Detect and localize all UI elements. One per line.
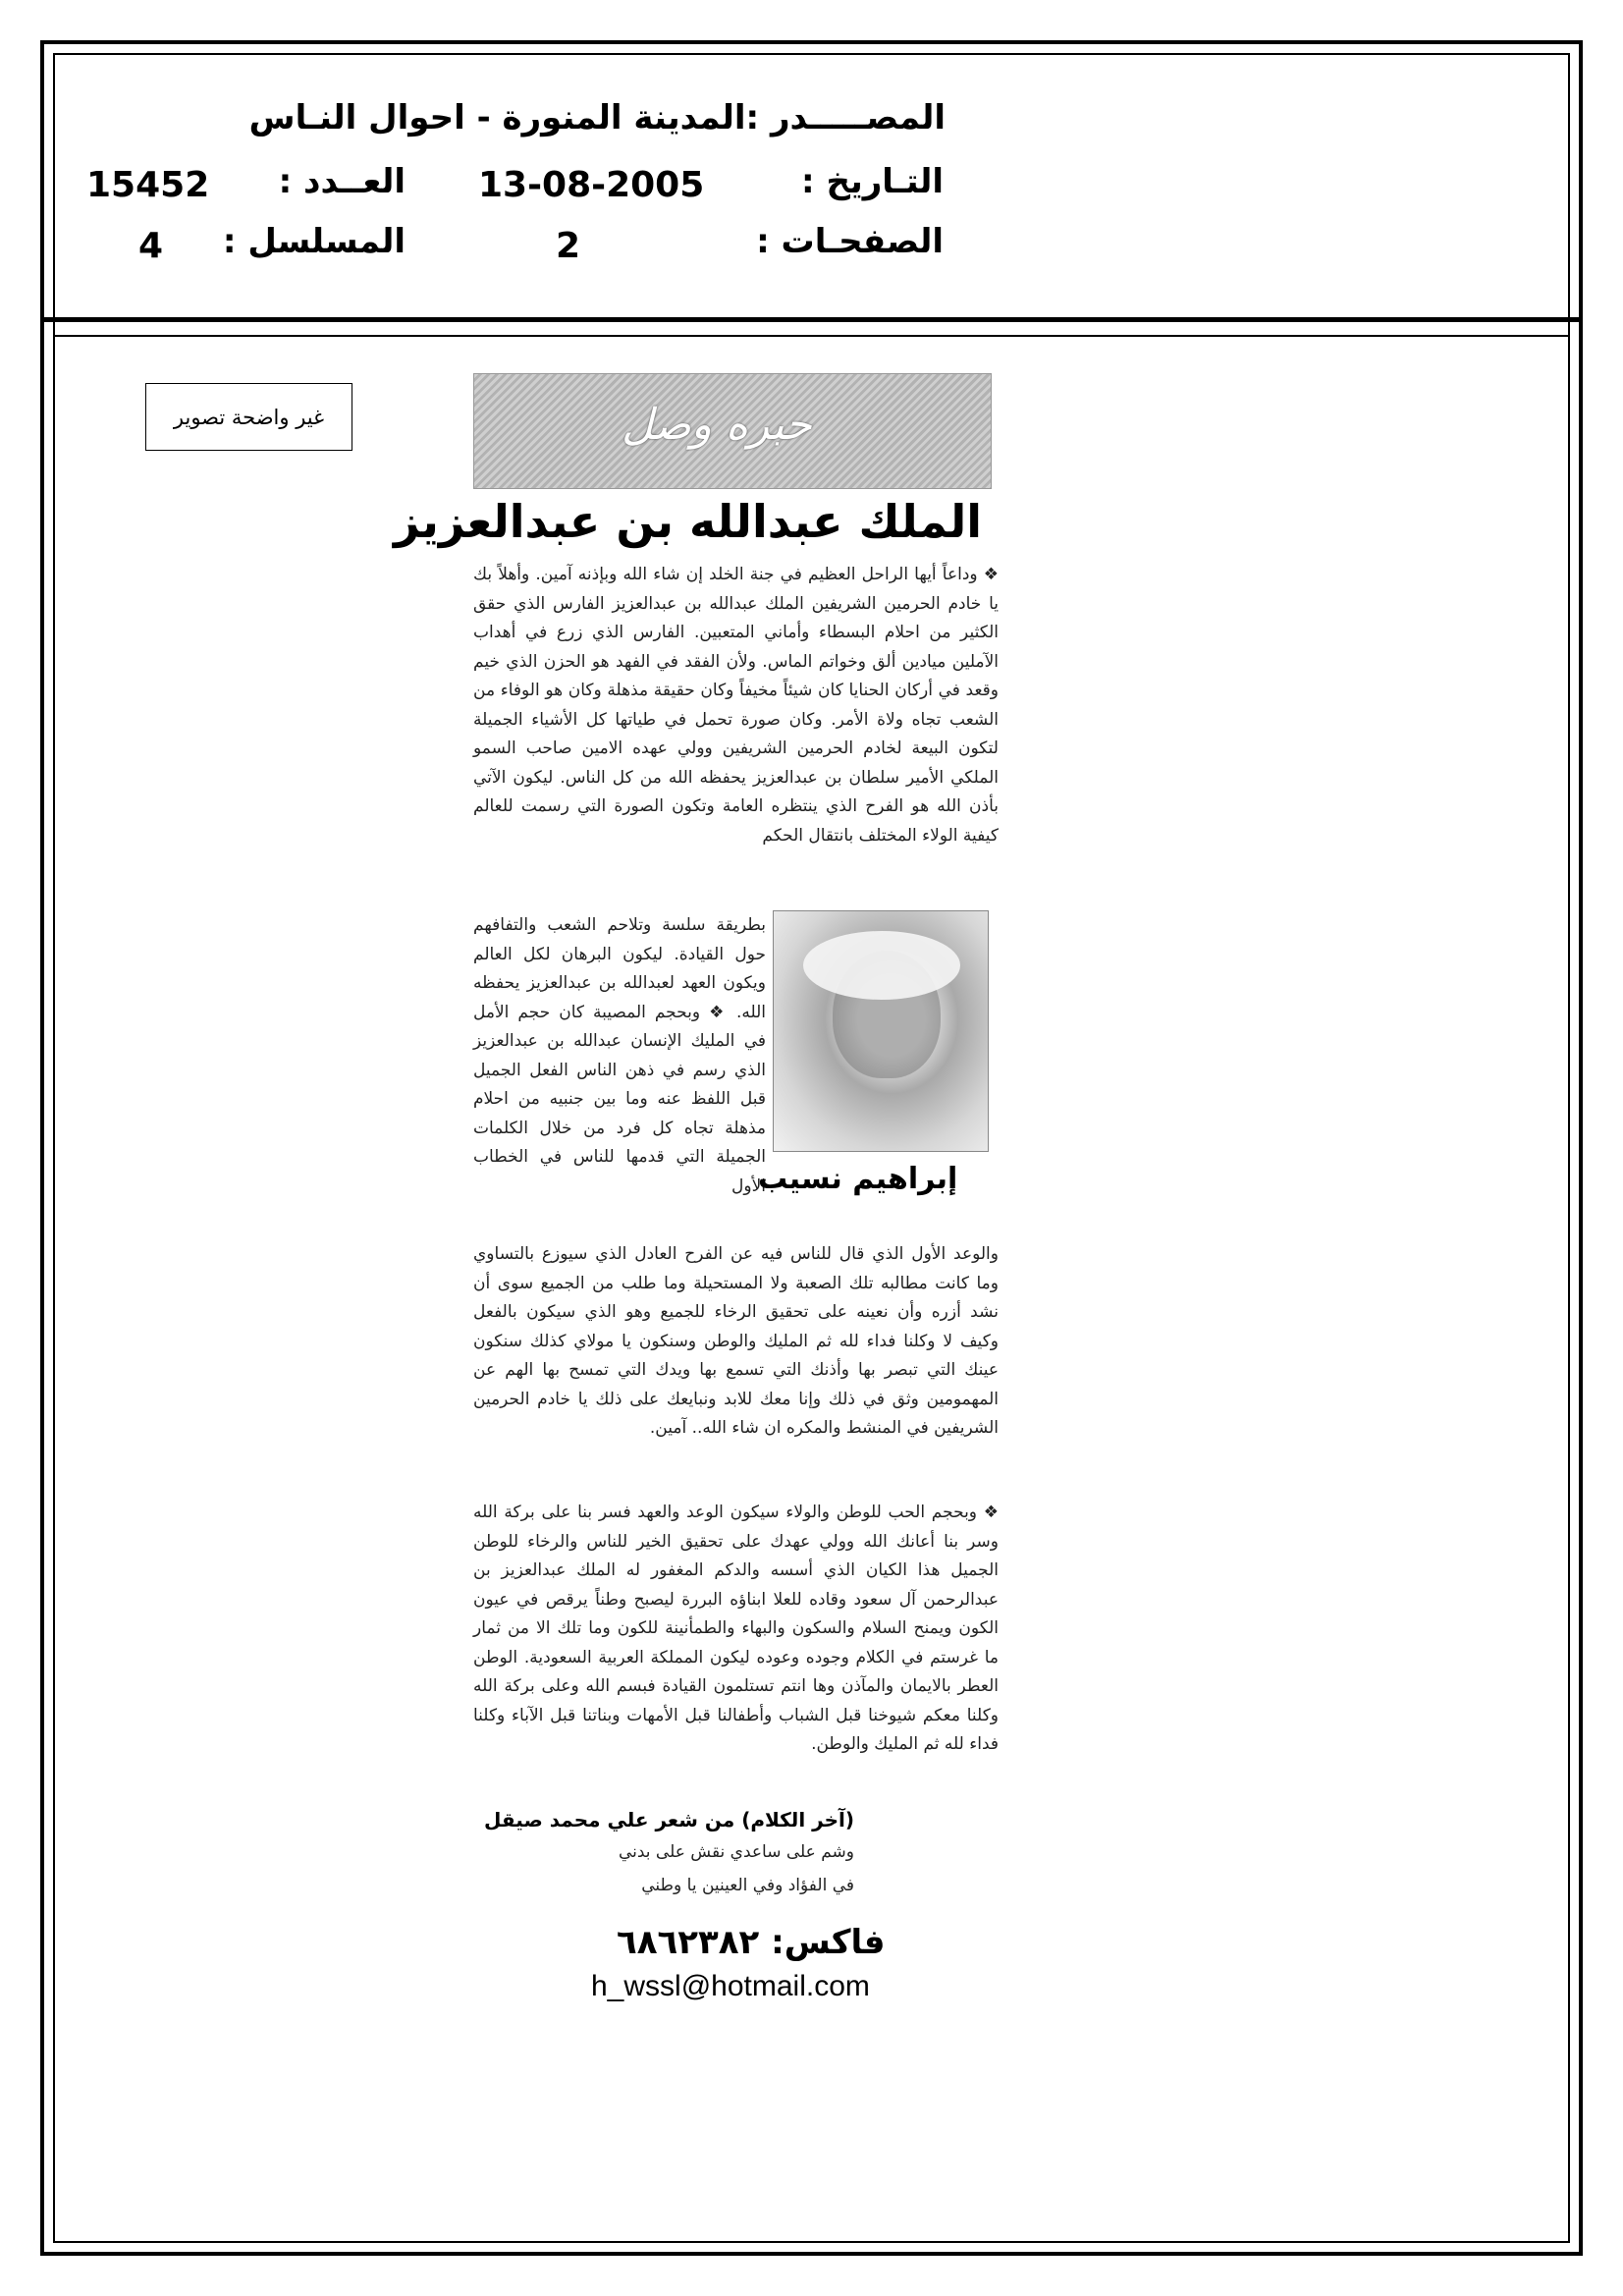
unclear-scan-note: غير واضحة تصوير <box>145 383 352 451</box>
source-line: المصـــــدر :المدينة المنورة - احوال النـاس <box>248 98 946 137</box>
newspaper-clipping <box>394 371 1001 2031</box>
column-banner-text: حبره وصل <box>622 400 812 450</box>
pages-value: 2 <box>556 226 581 266</box>
article-paragraph-2: بطريقة سلسة وتلاحم الشعب والتفافهم حول القيادة. ليكون البرهان لكل العالم ويكون العهد لعبدالله بن عبدالعزيز يحفظه الله. ❖ وبحجم المصيبة كان حجم الأمل في المليك الإنسان عبدالله بن عبدالعزيز الذي رسم في ذهن الناس الفعل الجميل قبل اللفظ عنه وما بين جنبيه من احلام مذهلة تجاه كل فرد من خلال الكلمات الجميلة التي قدمها للناس في الخطاب الأول <box>473 915 766 1196</box>
closing-title: (آخر الكلام) من شعر علي محمد صيقل <box>484 1808 854 1831</box>
header-divider-inner <box>53 335 1570 337</box>
article-paragraph-4: ❖ وبحجم الحب للوطن والولاء سيكون الوعد والعهد فسر بنا على بركة الله وسر بنا أعانك الله وولي عهدك على تحقيق الخير للناس والرخاء للوطن الجميل هذا الكيان الذي أسسه والدكم المغفور له الملك عبدالعزيز بن عبدالرحمن آل سعود وقاده للعلا ابناؤه البررة ليصبح وطناً يرقص في عيون الكون ويمنح السلام والسكون والبهاء والطمأنينة للكون وما تلك الا من ثمار ما غرستم في الكلام وجوده وعوده ليكون المملكة العربية السعودية. الوطن العطر بالايمان والمآذن وها انتم تستلمون القيادة فبسم الله وعلى بركة الله وكلنا معكم شيوخنا قبل الشباب وأطفالنا قبل الأمهات وبناتنا قبل الآباء وكلنا فداء لله ثم المليك والوطن. <box>473 1503 999 1754</box>
article-paragraph-3: والوعد الأول الذي قال للناس فيه عن الفرح العادل الذي سيوزع بالتساوي وما كانت مطالبه تلك الصعبة ولا المستحيلة وما طلب من الجميع سوى أن نشد أزره وأن نعينه على تحقيق الرخاء للجميع وهو الذي سيكون بالفعل وكيف لا وكلنا فداء لله ثم المليك والوطن وسنكون يا مولاي كذلك سنكون عينك التي تبصر بها وأذنك التي تسمع بها ويدك التي تمسح بها الهم عن المهمومين وثق في ذلك وإنا معك للابد ونبايعك على ذلك يا خادم الحرمين الشريفين في المنشط والمكره ان شاء الله.. آمين. <box>473 1244 999 1438</box>
serial-label: المسلسل : <box>222 222 406 261</box>
header-divider <box>40 317 1583 322</box>
author-name: إبراهيم نسيب <box>758 1162 958 1196</box>
date-value: 13-08-2005 <box>478 165 705 205</box>
article-headline: الملك عبدالله بن عبدالعزيز <box>394 495 982 548</box>
pages-label: الصفحـات : <box>756 222 944 261</box>
issue-label: العــدد : <box>278 162 406 201</box>
photo-headdress <box>803 931 960 1000</box>
article-paragraph-1: ❖ وداعاً أيها الراحل العظيم في جنة الخلد إن شاء الله وبإذنه آمين. وأهلاً بك يا خادم الحرمين الشريفين الملك عبدالله بن عبدالعزيز الفارس الذي حقق الكثير من احلام البسطاء وأماني المتعبين. الفارس الذي زرع في أهداب الآملين ميادين ألق وخواتم الماس. ولأن الفقد في الفهد هو الحزن الذي خيم وقعد في أركان الحنايا كان شيئاً مخيفاً وكان حقيقة مذهلة وكان هو الوفاء من الشعب تجاه ولاة الأمر. وكان صورة تحمل في طياتها كل الأشياء الجميلة لتكون البيعة لخادم الحرمين الشريفين وولي عهده الامين صاحب السمو الملكي الأمير سلطان بن عبدالعزيز يحفظه الله من كل الناس. ليكون الآتي بأذن الله هو الفرح الذي ينتظره العامة وتكون الصورة التي رسمت للعالم كيفية الولاء المختلف بانتقال الحكم <box>473 565 999 846</box>
fax-number: فاكس: ٦٨٦٢٣٨٢ <box>617 1923 886 1962</box>
issue-value: 15452 <box>86 165 210 205</box>
column-banner <box>473 373 992 489</box>
serial-value: 4 <box>138 226 164 266</box>
poem-line-2: في الفؤاد وفي العينين يا وطني <box>641 1876 854 1895</box>
author-photo <box>773 910 989 1152</box>
date-label: التـاريخ : <box>801 162 944 201</box>
email-address: h_wssl@hotmail.com <box>591 1970 870 2002</box>
poem-line-1: وشم على ساعدي نقش على بدني <box>618 1842 854 1862</box>
